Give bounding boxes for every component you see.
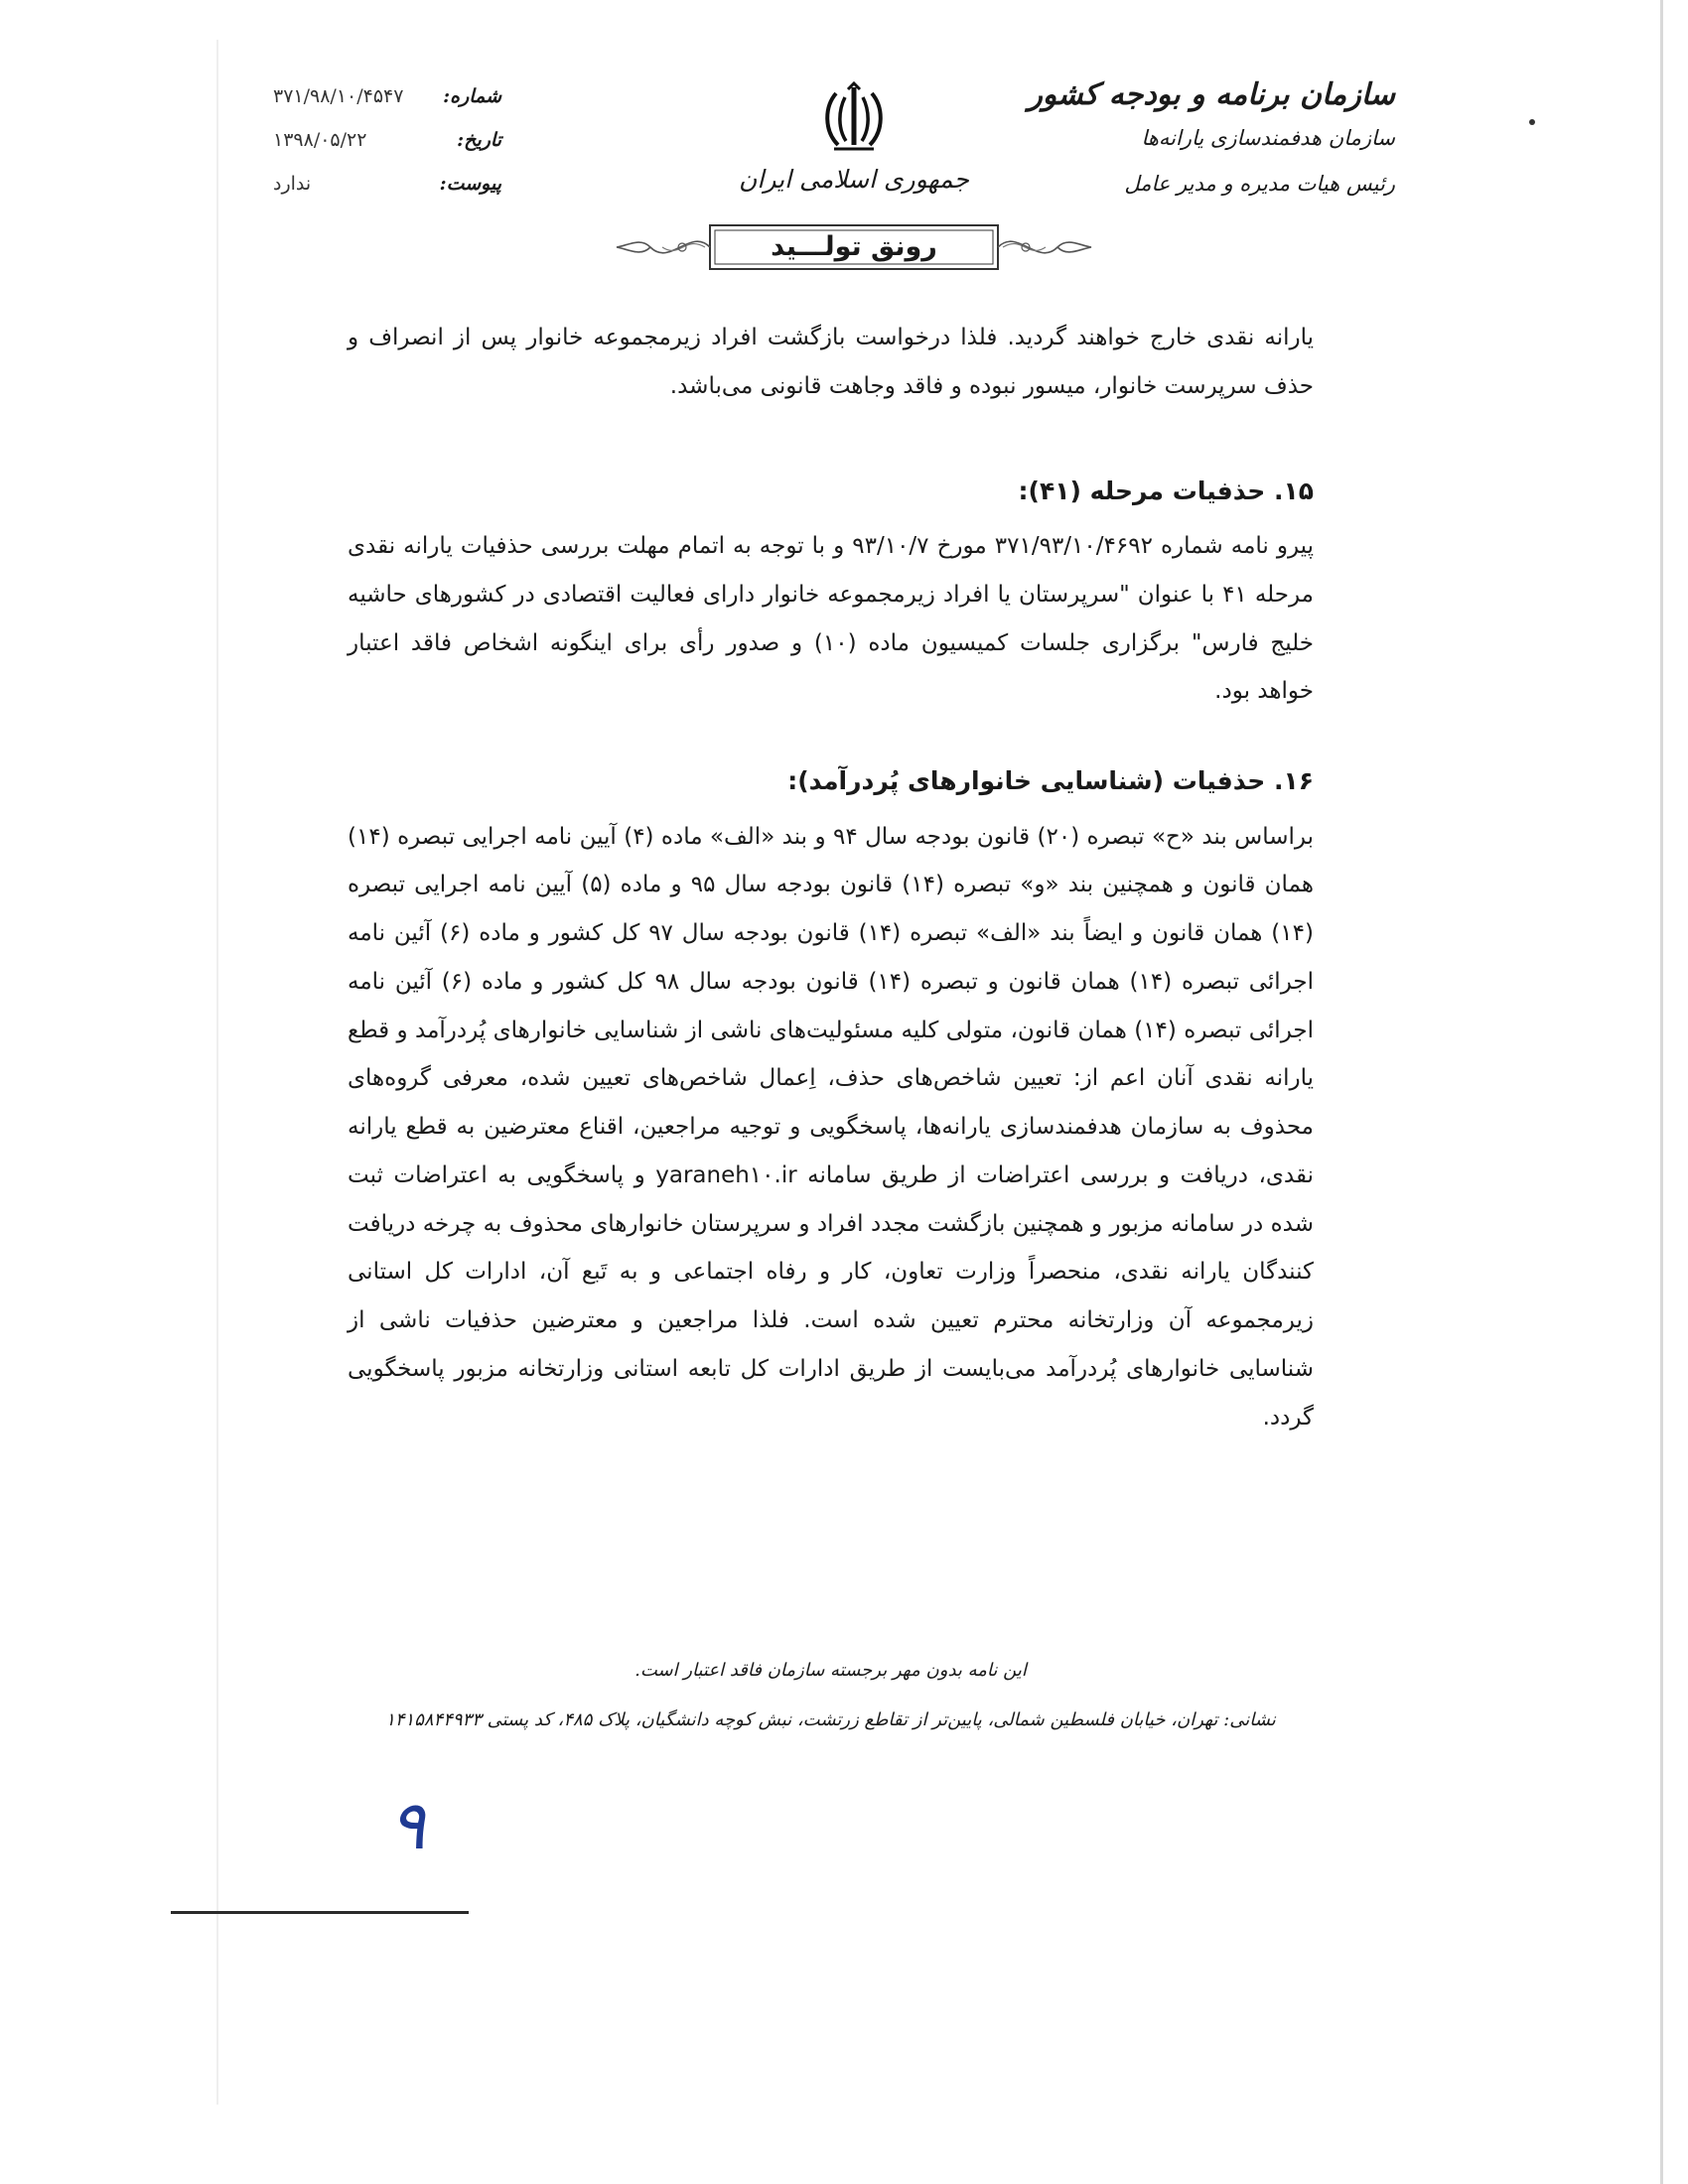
emblem-block — [596, 79, 1112, 277]
attachment-row — [273, 173, 501, 195]
number-row — [273, 85, 501, 107]
date-value: ۱۳۹۸/۰۵/۲۲ — [273, 129, 367, 151]
date-label: تاریخ: — [457, 129, 501, 151]
handwritten-page-number: ۹ — [389, 1787, 426, 1865]
intro-paragraph: یارانه نقدی خارج خواهند گردید. فلذا درخواست بازگشت افراد زیرمجموعه خانوار پس از انصراف و حذف سرپرست خانوار، میسور نبوده و فاقد وجاهت قانونی می‌باشد. — [348, 325, 1314, 399]
organization-title: سازمان برنامه و بودجه کشور — [1028, 77, 1395, 112]
scan-edge — [216, 40, 218, 2105]
organization-block — [1028, 77, 1395, 217]
validity-note: این نامه بدون مهر برجسته سازمان فاقد اعتبار است. — [634, 1660, 1027, 1681]
scan-edge — [1660, 0, 1663, 2184]
number-label: شماره: — [443, 85, 501, 107]
attachment-value: ندارد — [273, 173, 312, 195]
organization-subtitle: سازمان هدفمندسازی یارانه‌ها — [1141, 126, 1395, 150]
section-16-heading: ۱۶. حذفیات (شناسایی خانوارهای پُردرآمد): — [787, 766, 1314, 795]
republic-title: جمهوری اسلامی ایران — [739, 165, 969, 194]
bottom-rule — [171, 1911, 469, 1914]
reference-block — [273, 85, 501, 216]
letter-body — [348, 314, 1314, 1441]
banner-text: رونق تولـــید — [771, 231, 937, 262]
section-16-paragraph: براساس بند «ح» تبصره (۲۰) قانون بودجه سال ۹۴ و بند «الف» ماده (۴) آیین نامه اجرایی تبصره (۱۴) همان قانون و همچنین بند «و» تبصره (۱۴) قانون بودجه سال ۹۵ و ماده (۵) آیین نامه اجرایی تبصره (۱۴) همان قانون و ایضاً بند «الف» تبصره (۱۴) قانون بودجه سال ۹۷ کل کشور و ماده (۶) آئین نامه اجرائی تبصره (۱۴) همان قانون و تبصره (۱۴) قانون بودجه سال ۹۸ کل کشور و ماده (۶) آئین نامه اجرائی تبصره (۱۴) همان قانون، متولی کلیه مسئولیت‌های ناشی از شناسایی خانوارهای پُردرآمد و قطع یارانه نقدی آنان اعم از: تعیین شاخص‌های حذف، اِعمال شاخص‌های تعیین شده، معرفی گروه‌های محذوف به سازمان هدفمندسازی یارانه‌ها، پاسخگویی و توجیه مراجعین، اقناع معترضین به قطع یارانه نقدی، دریافت و بررسی اعتراضات از طریق سامانه yaraneh۱۰.ir و پاسخگویی به اعتراضات ثبت شده در سامانه مزبور و همچنین بازگشت مجدد افراد و سرپرستان خانوارهای محذوف به چرخه دریافت کنندگان یارانه نقدی، منحصراً وزارت تعاون، کار و رفاه اجتماعی و به تَبع آن، ادارات کل استانی زیرمجموعه آن وزارتخانه محترم تعیین شده است. فلذا مراجعین و معترضین حذفیات ناشی از شناسایی خانوارهای پُردرآمد می‌بایست از طریق ادارات کل تابعه استانی وزارتخانه مزبور پاسخگویی گردد. — [348, 823, 1314, 1431]
attachment-label: پیوست: — [439, 173, 501, 195]
organization-position: رئیس هیات مدیره و مدیر عامل — [1124, 172, 1395, 196]
address: نشانی: تهران، خیابان فلسطین شمالی، پایین‌تر از تقاطع زرتشت، نبش کوچه دانشگیان، پلاک ۴۸۵، کد پستی ۱۴۱۵۸۴۴۹۳۳ — [385, 1709, 1276, 1730]
iran-emblem-icon — [814, 79, 894, 159]
scan-speck — [1529, 119, 1535, 125]
section-15-heading: ۱۵. حذفیات مرحله (۴۱): — [1018, 476, 1314, 505]
section-15-paragraph: پیرو نامه شماره ۳۷۱/۹۳/۱۰/۴۶۹۲ مورخ ۹۳/۱۰/۷ و با توجه به اتمام مهلت بررسی حذفیات یارانه نقدی مرحله ۴۱ با عنوان "سرپرستان یا افراد زیرمجموعه خانوار دارای فعالیت اقتصادی در کشورهای حاشیه خلیج فارس" برگزاری جلسات کمیسیون ماده (۱۰) و صدور رأی برای اینگونه اشخاص فاقد اعتبار خواهد بود. — [348, 533, 1314, 705]
banner — [611, 217, 1097, 277]
number-value: ۳۷۱/۹۸/۱۰/۴۵۴۷ — [273, 85, 404, 107]
date-row — [273, 129, 501, 151]
